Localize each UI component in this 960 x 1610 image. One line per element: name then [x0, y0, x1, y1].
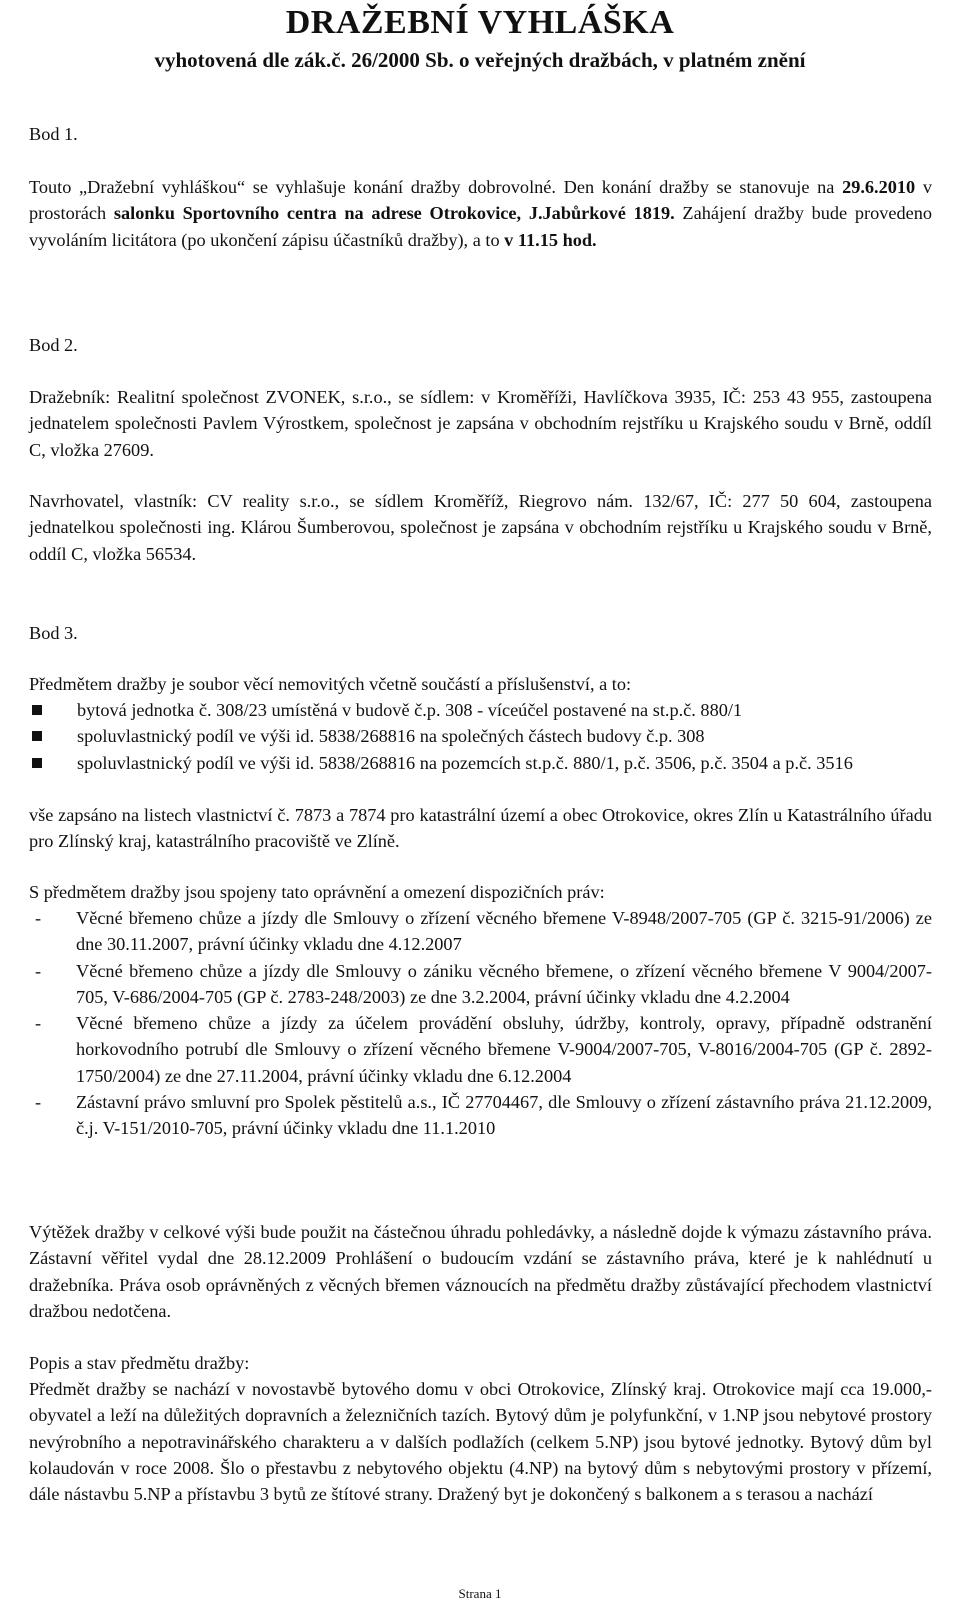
dash-bullet: -: [35, 1092, 42, 1113]
subject-items-list: [29, 697, 932, 776]
dash-bullet: -: [35, 1013, 42, 1034]
page-number: Strana 1: [458, 1586, 502, 1601]
square-bullet-icon: [32, 705, 42, 715]
bod2-heading: Bod 2.: [29, 335, 78, 355]
auctioneer-paragraph: Dražebník: Realitní společnost ZVONEK, s.r.o., se sídlem: v Kroměříži, Havlíčkova 3935, IČ: 253 43 955, zastoupena jednatelem společnosti Pavlem Výrostkem, společnost je zapsána v obchodním rejstříku u Krajského soudu v Brně, oddíl C, vložka 27609.: [29, 387, 932, 460]
proposer-paragraph: Navrhovatel, vlastník: CV reality s.r.o., se sídlem Kroměříž, Riegrovo nám. 132/67, IČ: 277 50 604, zastoupena jednatelkou společnosti ing. Klárou Šumberovou, společnost je zapsána v obchodním rejstříku u Krajského soudu v Brně, oddíl C, vložka 56534.: [29, 491, 932, 564]
description-paragraph: Předmět dražby se nachází v novostavbě bytového domu v obci Otrokovice, Zlínský kraj. Otrokovice mají cca 19.000,- obyvatel a leží na důležitých dopravních a železničních tazích. Bytový dům je polyfunkční, v 1.NP jsou nebytové prostory nevýrobního a nepotravinářského charakteru a v dalších podlažích (celkem 5.NP) jsou bytové jednotky. Bytový dům byl kolaudován v roce 2008. Šlo o přestavbu z nebytového objektu (4.NP) na bytový dům s nebytovými prostory v přízemí, dále nástavbu 5.NP a přístavbu 3 bytů ze štítové strany. Dražený byt je dokončený s balkonem a s terasou a nachází: [29, 1379, 932, 1505]
list-item: - Zástavní právo smluvní pro Spolek pěstitelů a.s., IČ 27704467, dle Smlouvy o zřízení zástavního práva 21.12.2009, č.j. V-151/2010-705, právní účinky vkladu dne 11.1.2010: [29, 1089, 932, 1142]
dash-bullet: -: [35, 908, 42, 928]
proceeds-paragraph: Výtěžek dražby v celkové výši bude použit na částečnou úhradu pohledávky, a následně dojde k výmazu zástavního práva. Zástavní věřitel vydal dne 28.12.2009 Prohlášení o budoucím vzdání se zástavního práva, které je k nahlédnutí u dražebníka. Práva osob oprávněných z věcných břemen váznoucích na předmětu dražby zůstávající přechodem vlastnictví dražbou nedotčena.: [29, 1222, 932, 1321]
document-title: DRAŽEBNÍ VYHLÁŠKA: [285, 4, 675, 41]
list-item: spoluvlastnický podíl ve výši id. 5838/268816 na společných částech budovy č.p. 308: [29, 723, 932, 749]
bod1-paragraph: Touto „Dražební vyhláškou“ se vyhlašuje konání dražby dobrovolné. Den konání dražby se stanovuje na 29.6.2010 v prostorách salonku Sportovního centra na adrese Otrokovice, J.Jabůrkové 1819. Zahájení dražby bude provedeno vyvoláním licitátora (po ukončení zápisu účastníků dražby), a to v 11.15 hod.: [29, 177, 933, 250]
registry-paragraph: vše zapsáno na listech vlastnictví č. 7873 a 7874 pro katastrální území a obec Otrokovice, okres Zlín u Katastrálního úřadu pro Zlínský kraj, katastrálního pracoviště ve Zlíně.: [29, 805, 932, 852]
document-subtitle: vyhotovená dle zák.č. 26/2000 Sb. o veřejných dražbách, v platném znění: [154, 48, 806, 72]
square-bullet-icon: [32, 731, 42, 741]
subject-intro: Předmětem dražby je soubor věcí nemovitých včetně součástí a příslušenství, a to:: [29, 674, 632, 694]
rights-list: [29, 905, 932, 1142]
list-item: bytová jednotka č. 308/23 umístěná v budově č.p. 308 - víceúčel postavené na st.p.č. 880/1: [29, 697, 932, 723]
auction-venue: salonku Sportovního centra na adrese Otrokovice, J.Jabůrkové 1819.: [113, 203, 675, 224]
list-item: - Věcné břemeno chůze a jízdy dle Smlouvy o zániku věcného břemene, o zřízení věcného břemene V 9004/2007-705, V-686/2004-705 (GP č. 2783-248/2003) ze dne 3.2.2004, právní účinky vkladu dne 4.2.2004: [29, 958, 932, 1011]
auction-date: 29.6.2010: [842, 177, 916, 197]
bod3-heading: Bod 3.: [29, 623, 78, 643]
rights-intro: S předmětem dražby jsou spojeny tato oprávnění a omezení dispozičních práv:: [29, 882, 605, 902]
auction-time: v 11.15 hod.: [504, 229, 597, 250]
bod1-heading: Bod 1.: [29, 124, 78, 144]
list-item: - Věcné břemeno chůze a jízdy dle Smlouvy o zřízení věcného břemene V-8948/2007-705 (GP č. 3215-91/2006) ze dne 30.11.2007, právní účinky vkladu dne 4.12.2007: [29, 905, 932, 958]
description-heading: Popis a stav předmětu dražby:: [29, 1353, 250, 1373]
list-item: spoluvlastnický podíl ve výši id. 5838/268816 na pozemcích st.p.č. 880/1, p.č. 3506, p.č. 3504 a p.č. 3516: [29, 750, 932, 776]
dash-bullet: -: [35, 960, 42, 981]
list-item: - Věcné břemeno chůze a jízdy za účelem provádění obsluhy, údržby, kontroly, opravy, případně odstranění horkovodního potrubí dle Smlouvy o zřízení věcného břemene V-9004/2007-705, V-8016/2004-705 (GP č. 2892-1750/2004) ze dne 27.11.2004, právní účinky vkladu dne 6.12.2004: [29, 1010, 932, 1089]
square-bullet-icon: [32, 758, 42, 768]
